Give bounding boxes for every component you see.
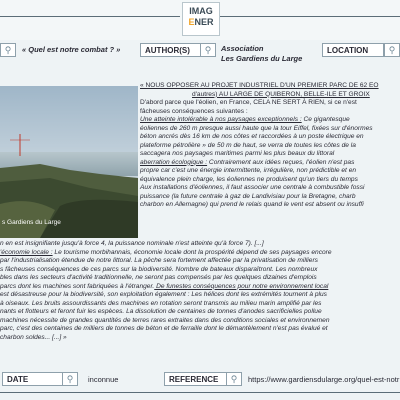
article-p1-line4: plateforme pétrolière » de 50 m de haut, se verra de toutes les côtes de la [140, 141, 356, 149]
article-intro-a: « NOUS OPPOSER AU PROJET INDUSTRIEL D'UN PREMIER PARC DE 62 EO [140, 82, 379, 89]
logo-line2: ENER [188, 17, 214, 27]
coast-photo [0, 86, 138, 238]
location-label: LOCATION [322, 43, 384, 57]
article-column-full [0, 240, 400, 342]
authors-value-line1: Association [221, 44, 264, 53]
article-p2-line6: charbon en Allemagne) qui prend le relais quand le vent est absent ou insuffi [140, 201, 364, 208]
article-p3-line11: charbon soldes... [...] » [0, 333, 67, 341]
article-p3-line9: machines nécessite de grandes quantités de terres rares extraites dans des conditions sociales et environnemen [0, 316, 330, 324]
article-p1-line1: Une atteinte intolérable à nos paysages exceptionnels : Ce gigantesque [140, 116, 350, 123]
article-p3-line7: à oiseaux. Les bruits assourdissants des machines en rotation seront transmis au milieu marin amplifié par les [0, 299, 322, 307]
date-search-icon[interactable]: ⚲ [62, 372, 78, 386]
article-intro-b: d'autres) AU LARGE DE QUIBERON, BELLE-ILE ET GROIX [192, 90, 370, 98]
article-p3-line2: par l'industrialisation étendue de notre littoral. La pêche sera fortement affectée par la privatisation de milliers [0, 257, 318, 264]
article-intro-d: fâcheuses conséquences suivantes : [140, 107, 248, 115]
article-p2-line2: propre car c'est une énergie intermittente, irrégulière, non prédictible et en [140, 167, 357, 174]
photo-caption: s Gardiens du Large [2, 219, 61, 226]
header-rule-left [0, 16, 180, 17]
reference-search-icon[interactable]: ⚲ [226, 372, 242, 386]
article-p3-line8: nants et flotteurs et feront fuir les espèces. La dissolution de centaines de tonnes d'anodes sacrificielles pollue [0, 308, 322, 315]
date-label: DATE [2, 372, 64, 386]
article-p2-line4: Aux installations d'éoliennes, il faut associer une centrale à combustible fossi [140, 184, 365, 191]
article-p1-line3: béton ancrés dès 16 km de nos côtes et raccordées à un poste électrique en [140, 133, 364, 140]
article-p3-line6: est désastreuse pour la biodiversité, son exploitation également : Les hélices dont les extrémités tournent à plus [0, 291, 327, 298]
authors-label: AUTHOR(S) [140, 43, 204, 57]
article-column-right [140, 82, 400, 210]
reference-label: REFERENCE [164, 372, 228, 386]
search-icon[interactable]: ⚲ [0, 43, 16, 57]
article-p3-line10: parc, c'est des centaines de milliers de tonnes de béton et de ferraille dont le démantèlement n'est pas évalué et [0, 325, 328, 332]
article-p2-line5: puissance (la future centrale à gaz de Landivisiau pour la Bretagne, charb [140, 192, 356, 200]
article-p3-line3: s fâcheuses conséquences de ces parcs sur la biodiversité. Nombre de bateaux disparaîtront. Les nombreux [0, 265, 318, 273]
article-p3-line4: bles dans les secteurs d'activité traditionnelle, ne seront pas compensés par les quelques dizaines d'emplois [0, 274, 317, 281]
header-rule-right [220, 16, 400, 17]
reference-link[interactable]: https://www.gardiensdularge.org/quel-est-notr [248, 375, 400, 384]
authors-value-line2: Les Gardiens du Large [221, 54, 303, 63]
article-p3-line1: 'économie locale : Le tourisme morbihannais, économie locale dont la prospérité dépend de ses paysages encore [0, 248, 332, 256]
article-p2-line1: aberration écologique : Contrairement aux idées reçues, l'éolien n'est pas [140, 158, 355, 166]
location-search-icon[interactable]: ⚲ [384, 43, 400, 57]
article-p3-line5: parcs dont les machines sont fabriquées à l'étranger. De funestes conséquences pour notre environnement local [0, 282, 329, 290]
date-value: inconnue [88, 375, 119, 384]
combat-label: « Quel est notre combat ? » [22, 45, 121, 54]
imagener-logo[interactable] [182, 2, 220, 36]
article-intro-c: D'abord parce que l'éolien, en France, CELA NE SERT À RIEN, si ce n'est [140, 99, 357, 106]
logo-line1: IMAG [189, 6, 213, 16]
authors-search-icon[interactable]: ⚲ [200, 43, 216, 57]
article-photo [0, 86, 138, 238]
article-p2-line7: n en est insignifiante jusqu'à force 4, la puissance nominale n'est atteinte qu'à force 7). [...] [0, 240, 264, 247]
article-p1-line5: saccagera nos paysages maritimes parmi les plus beaux du littoral [140, 150, 335, 157]
article-p2-line3: équivalence plein charge, les éoliennes ne produisent qu'un tiers du temps [140, 175, 358, 183]
article-p1-line2: éoliennes de 260 m presque aussi haute que la tour Eiffel, fixées sur d'énormes [140, 124, 373, 132]
footer-rule [0, 392, 400, 393]
